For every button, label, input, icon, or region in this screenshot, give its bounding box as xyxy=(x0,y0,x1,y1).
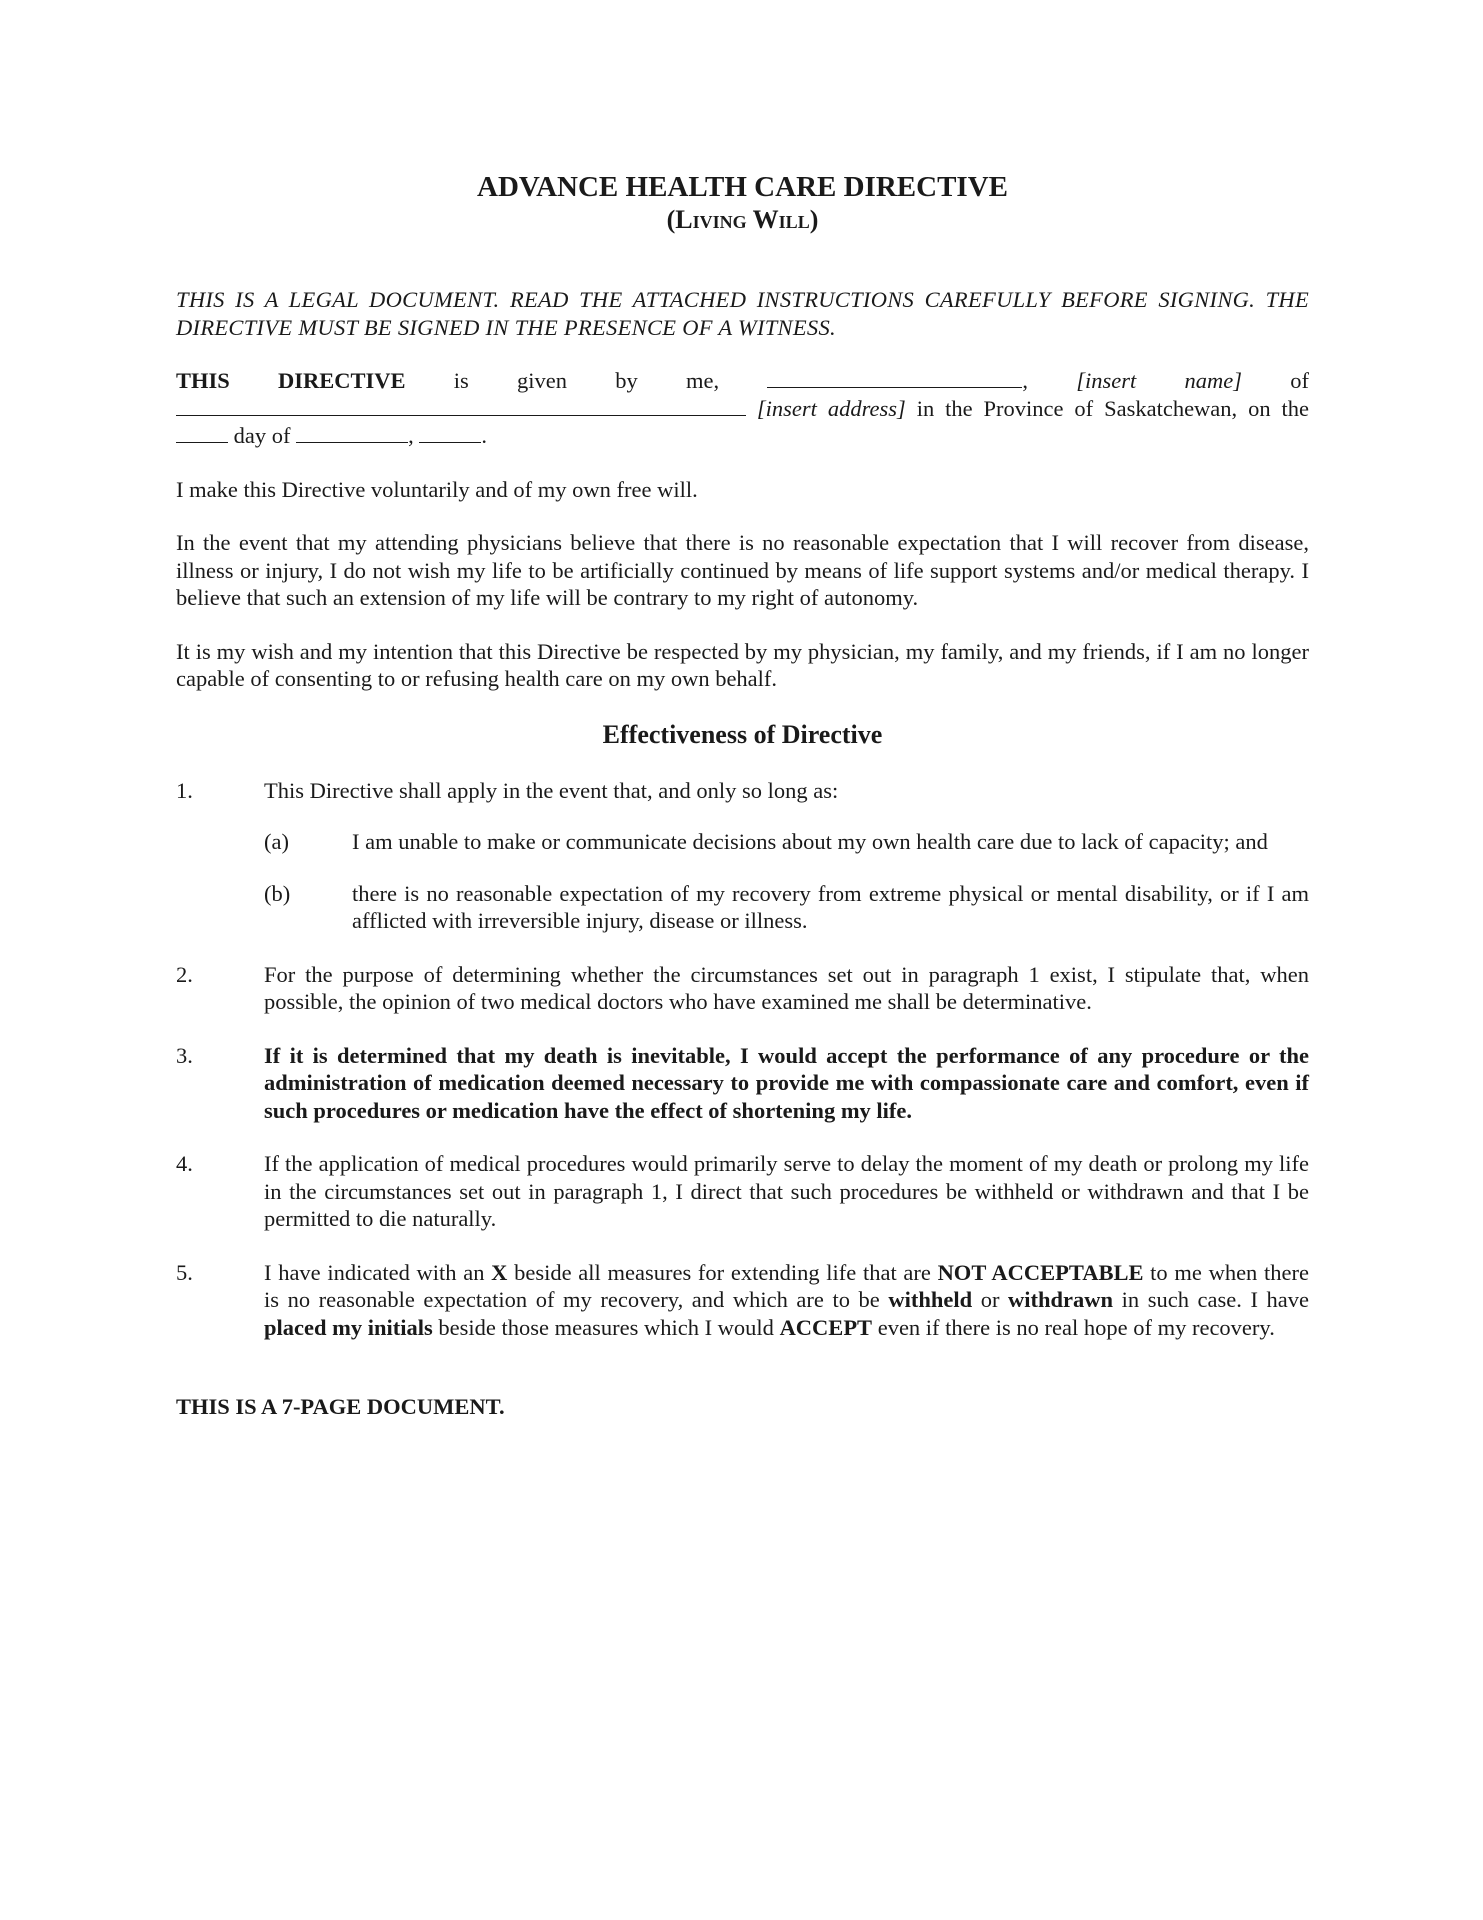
item-number: 4. xyxy=(176,1151,193,1176)
bold-run: withdrawn xyxy=(1008,1287,1114,1312)
text-run: in such case. I have xyxy=(1113,1287,1309,1312)
list-item-3 xyxy=(176,1042,1309,1125)
year-blank[interactable] xyxy=(419,422,481,443)
item-number: 1. xyxy=(176,777,193,803)
bold-run: placed my initials xyxy=(264,1314,433,1340)
list-item-4 xyxy=(176,1150,1309,1233)
address-blank[interactable] xyxy=(176,395,746,416)
bold-run: X xyxy=(491,1259,508,1285)
sub-item-text: I am unable to make or communicate decisions about my own health care due to lack of capacity; and xyxy=(352,829,1268,854)
bold-run: withheld xyxy=(888,1287,973,1312)
sub-item-letter: (b) xyxy=(264,880,291,906)
intro-comma: , xyxy=(408,423,420,448)
list-item-1 xyxy=(176,777,1309,935)
item-text xyxy=(264,1259,1309,1342)
item-text: If the application of medical procedures would primarily serve to delay the moment of my death or prolong my life in the circumstances set out in paragraph 1, I direct that such procedures be withheld or withdrawn and that I be permitted to die naturally. xyxy=(264,1151,1309,1231)
text-run: to me when there is no reasonable expectation of my recovery, and which are to be xyxy=(264,1259,1309,1312)
sub-item-b xyxy=(264,880,1309,935)
bold-run: NOT ACCEPTABLE xyxy=(937,1259,1144,1285)
list-item-5 xyxy=(176,1259,1309,1342)
legal-warning: THIS IS A LEGAL DOCUMENT. READ THE ATTACHED INSTRUCTIONS CAREFULLY BEFORE SIGNING. THE DIRECTIVE MUST BE SIGNED IN THE PRESENCE OF A WITNESS. xyxy=(176,287,1309,340)
address-hint: [insert address] xyxy=(756,395,906,421)
month-blank[interactable] xyxy=(296,422,408,443)
intro-given-by: is given by me, xyxy=(405,368,768,393)
item-text: For the purpose of determining whether the circumstances set out in paragraph 1 exist, I stipulate that, when possible, the opinion of two medical doctors who have examined me shall be determinative. xyxy=(264,961,1309,1014)
voluntary-statement: I make this Directive voluntarily and of my own free will. xyxy=(176,476,698,502)
sub-item-text: there is no reasonable expectation of my recovery from extreme physical or mental disability, or if I am afflicted with irreversible injury, disease or illness. xyxy=(352,880,1309,933)
document-page xyxy=(176,170,1309,1421)
list-item-2 xyxy=(176,961,1309,1016)
sub-item-a xyxy=(264,828,1309,856)
intro-day-of: day of xyxy=(228,423,297,448)
item-number: 3. xyxy=(176,1042,193,1068)
day-blank[interactable] xyxy=(176,422,228,443)
item-text: If it is determined that my death is inevitable, I would accept the performance of any procedure or the administration of medication deemed necessary to provide me with compassionate care and comfort, even if such procedures or medication have the effect of shortening my life. xyxy=(264,1042,1309,1123)
text-run: or xyxy=(972,1287,1009,1312)
intro-lead: THIS DIRECTIVE xyxy=(176,368,406,393)
bold-run: ACCEPT xyxy=(779,1314,873,1340)
intro-period: . xyxy=(481,423,487,448)
intro-province: in the Province of Saskatchewan, on the xyxy=(905,395,1309,421)
event-paragraph: In the event that my attending physicians believe that there is no reasonable expectation that I will recover from disease, illness or injury, I do not wish my life to be artificially continued by means of life support systems and/or medical therapy. I believe that such an extension of my life will be contrary to my right of autonomy. xyxy=(176,530,1309,610)
text-run: even if there is no real hope of my recovery. xyxy=(872,1314,1275,1340)
intro-of: of xyxy=(1242,368,1310,393)
text-run: I have indicated with an xyxy=(264,1259,492,1285)
section-heading: Effectiveness of Directive xyxy=(602,719,883,749)
document-subtitle: (Living Will) xyxy=(666,205,819,234)
item-number: 2. xyxy=(176,961,193,987)
wish-paragraph: It is my wish and my intention that this Directive be respected by my physician, my family, and my friends, if I am no longer capable of consenting to or refusing health care on my own behalf. xyxy=(176,638,1309,691)
item-number: 5. xyxy=(176,1259,193,1285)
sub-item-letter: (a) xyxy=(264,829,289,854)
page-count-note: THIS IS A 7-PAGE DOCUMENT. xyxy=(176,1394,505,1419)
text-run: beside all measures for extending life that are xyxy=(507,1259,938,1285)
document-title: ADVANCE HEALTH CARE DIRECTIVE xyxy=(477,171,1008,203)
item-text: This Directive shall apply in the event that, and only so long as: xyxy=(264,777,839,803)
intro-paragraph: THIS DIRECTIVE is given by me, , [insert name] of [insert address] in the Province of Saskatchewan, on the day of , . xyxy=(176,368,1310,448)
text-run: beside those measures which I would xyxy=(432,1314,780,1340)
name-blank[interactable] xyxy=(767,367,1022,388)
name-hint: [insert name] xyxy=(1076,368,1243,393)
